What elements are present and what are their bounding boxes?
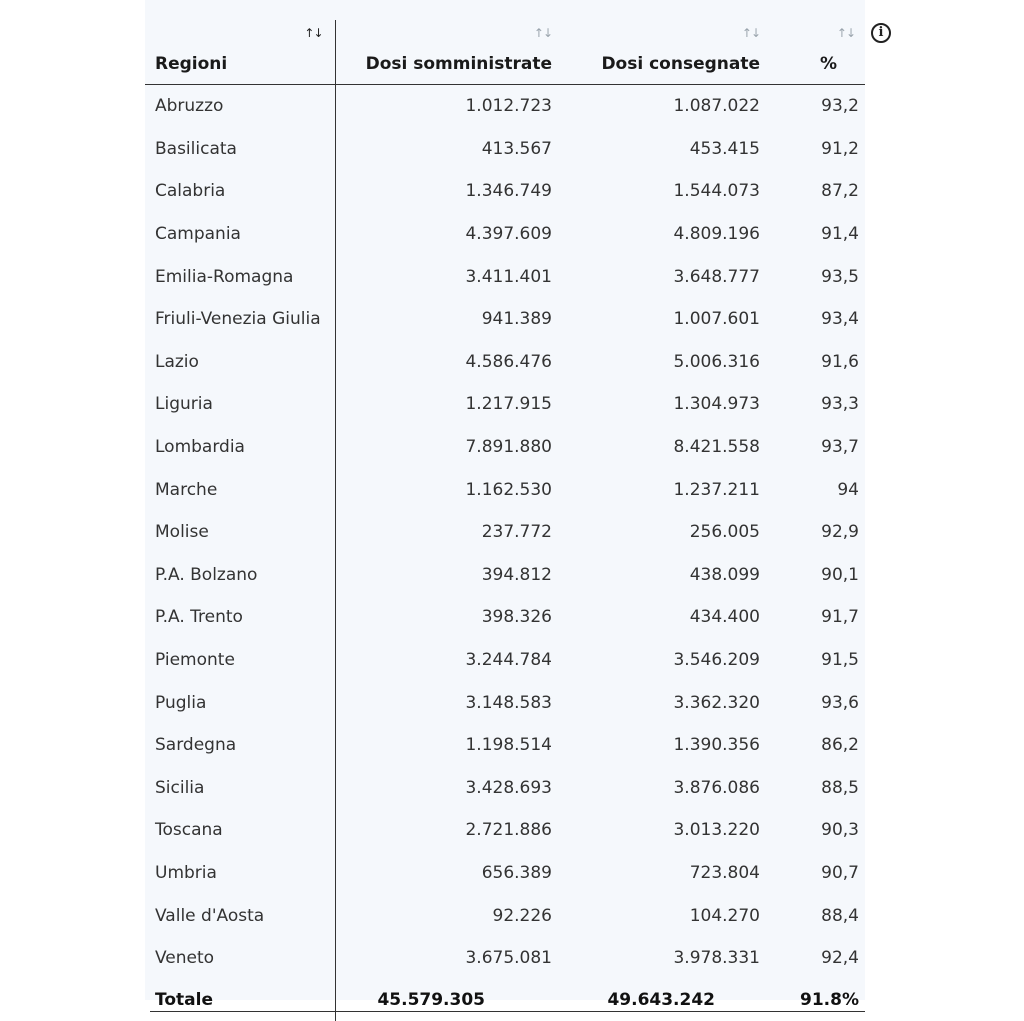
- cell-delivered: 5.006.316: [673, 351, 760, 372]
- column-header-label: Dosi consegnate: [601, 54, 760, 74]
- cell-region: Piemonte: [145, 639, 335, 682]
- info-icon[interactable]: i: [871, 23, 891, 43]
- cell-percent: 92,4: [821, 948, 859, 969]
- column-header-label: Regioni: [155, 54, 228, 74]
- cell-percent: 92,9: [821, 522, 859, 543]
- cell-region: Molise: [145, 511, 335, 554]
- table-row: [145, 213, 865, 256]
- cell-administered: 2.721.886: [465, 820, 552, 841]
- sort-icon[interactable]: ↑↓: [533, 26, 552, 40]
- table-row: [145, 341, 865, 384]
- cell-delivered: 453.415: [689, 138, 760, 159]
- table-row: [145, 85, 865, 128]
- cell-administered: 1.346.749: [465, 181, 552, 202]
- cell-percent: 90,1: [821, 564, 859, 585]
- cell-region: Campania: [145, 213, 335, 256]
- column-header-region[interactable]: [145, 20, 335, 85]
- vaccine-doses-table: [145, 20, 865, 1021]
- cell-administered: 3.428.693: [465, 777, 552, 798]
- cell-region: Toscana: [145, 809, 335, 852]
- cell-percent: 88,5: [821, 777, 859, 798]
- table-body: [145, 85, 865, 980]
- cell-delivered: 1.087.022: [673, 96, 760, 117]
- total-label: Totale: [145, 979, 335, 1021]
- cell-delivered: 1.007.601: [673, 309, 760, 330]
- cell-region: P.A. Bolzano: [145, 554, 335, 597]
- cell-administered: 1.162.530: [465, 479, 552, 500]
- cell-percent: 86,2: [821, 735, 859, 756]
- cell-region: Sardegna: [145, 724, 335, 767]
- sort-icon[interactable]: ↑↓: [836, 26, 855, 40]
- total-delivered: 49.643.242: [607, 990, 715, 1011]
- cell-percent: 90,3: [821, 820, 859, 841]
- cell-administered: 4.586.476: [465, 351, 552, 372]
- cell-administered: 3.675.081: [465, 948, 552, 969]
- cell-delivered: 3.013.220: [673, 820, 760, 841]
- column-header-label: %: [819, 54, 837, 74]
- cell-delivered: 723.804: [689, 862, 760, 883]
- cell-delivered: 104.270: [689, 905, 760, 926]
- cell-region: Valle d'Aosta: [145, 894, 335, 937]
- cell-region: Lazio: [145, 341, 335, 384]
- table-header-row: [145, 20, 865, 85]
- cell-administered: 7.891.880: [465, 437, 552, 458]
- cell-region: Marche: [145, 468, 335, 511]
- table-row: [145, 639, 865, 682]
- cell-region: Sicilia: [145, 767, 335, 810]
- sort-icon[interactable]: ↑↓: [741, 26, 760, 40]
- cell-administered: 656.389: [481, 862, 552, 883]
- table-row: [145, 809, 865, 852]
- cell-delivered: 8.421.558: [673, 437, 760, 458]
- total-percent: 91.8%: [800, 990, 859, 1011]
- table-row: [145, 511, 865, 554]
- cell-percent: 91,5: [821, 650, 859, 671]
- cell-percent: 88,4: [821, 905, 859, 926]
- cell-delivered: 3.362.320: [673, 692, 760, 713]
- cell-administered: 941.389: [481, 309, 552, 330]
- cell-region: Umbria: [145, 852, 335, 895]
- table-row: [145, 724, 865, 767]
- cell-administered: 3.244.784: [465, 650, 552, 671]
- table-row: [145, 298, 865, 341]
- table-row: [145, 170, 865, 213]
- table-row: [145, 681, 865, 724]
- table-row: [145, 128, 865, 171]
- cell-administered: 1.217.915: [465, 394, 552, 415]
- cell-delivered: 256.005: [689, 522, 760, 543]
- cell-percent: 93,6: [821, 692, 859, 713]
- table-row: [145, 554, 865, 597]
- cell-delivered: 1.304.973: [673, 394, 760, 415]
- cell-region: Emilia-Romagna: [145, 255, 335, 298]
- cell-region: Lombardia: [145, 426, 335, 469]
- cell-percent: 93,7: [821, 437, 859, 458]
- cell-delivered: 438.099: [689, 564, 760, 585]
- cell-delivered: 434.400: [689, 607, 760, 628]
- sort-icon[interactable]: ↑↓: [304, 26, 323, 40]
- cell-region: Abruzzo: [145, 85, 335, 128]
- cell-percent: 93,5: [821, 266, 859, 287]
- cell-percent: 94: [837, 479, 859, 500]
- cell-administered: 398.326: [481, 607, 552, 628]
- table-bottom-divider: [150, 1011, 865, 1012]
- table-row: [145, 852, 865, 895]
- total-row: [145, 979, 865, 1021]
- cell-percent: 93,2: [821, 96, 859, 117]
- cell-administered: 1.198.514: [465, 735, 552, 756]
- cell-delivered: 1.544.073: [673, 181, 760, 202]
- cell-delivered: 1.237.211: [673, 479, 760, 500]
- cell-delivered: 3.876.086: [673, 777, 760, 798]
- cell-administered: 1.012.723: [465, 96, 552, 117]
- cell-administered: 4.397.609: [465, 224, 552, 245]
- table-row: [145, 596, 865, 639]
- cell-delivered: 3.978.331: [673, 948, 760, 969]
- cell-administered: 237.772: [481, 522, 552, 543]
- total-administered: 45.579.305: [377, 990, 485, 1011]
- cell-delivered: 3.648.777: [673, 266, 760, 287]
- cell-administered: 394.812: [481, 564, 552, 585]
- cell-region: Puglia: [145, 681, 335, 724]
- cell-region: Calabria: [145, 170, 335, 213]
- cell-region: Liguria: [145, 383, 335, 426]
- cell-delivered: 4.809.196: [673, 224, 760, 245]
- cell-administered: 92.226: [492, 905, 552, 926]
- column-divider: [335, 998, 336, 1012]
- column-header-percent[interactable]: [790, 20, 865, 85]
- table-row: [145, 383, 865, 426]
- cell-region: Friuli-Venezia Giulia: [145, 298, 335, 341]
- table-row: [145, 255, 865, 298]
- table-row: [145, 767, 865, 810]
- cell-region: Veneto: [145, 937, 335, 980]
- cell-percent: 93,3: [821, 394, 859, 415]
- cell-delivered: 1.390.356: [673, 735, 760, 756]
- table-row: [145, 468, 865, 511]
- column-header-administered[interactable]: [335, 20, 580, 85]
- cell-delivered: 3.546.209: [673, 650, 760, 671]
- table-row: [145, 426, 865, 469]
- cell-percent: 91,7: [821, 607, 859, 628]
- cell-percent: 91,2: [821, 138, 859, 159]
- cell-administered: 3.148.583: [465, 692, 552, 713]
- cell-percent: 91,6: [821, 351, 859, 372]
- cell-region: Basilicata: [145, 128, 335, 171]
- column-header-label: Dosi somministrate: [365, 54, 552, 74]
- cell-percent: 87,2: [821, 181, 859, 202]
- table-row: [145, 937, 865, 980]
- column-header-delivered[interactable]: [580, 20, 790, 85]
- cell-administered: 3.411.401: [465, 266, 552, 287]
- cell-percent: 93,4: [821, 309, 859, 330]
- cell-administered: 413.567: [481, 138, 552, 159]
- cell-region: P.A. Trento: [145, 596, 335, 639]
- cell-percent: 90,7: [821, 862, 859, 883]
- cell-percent: 91,4: [821, 224, 859, 245]
- table-row: [145, 894, 865, 937]
